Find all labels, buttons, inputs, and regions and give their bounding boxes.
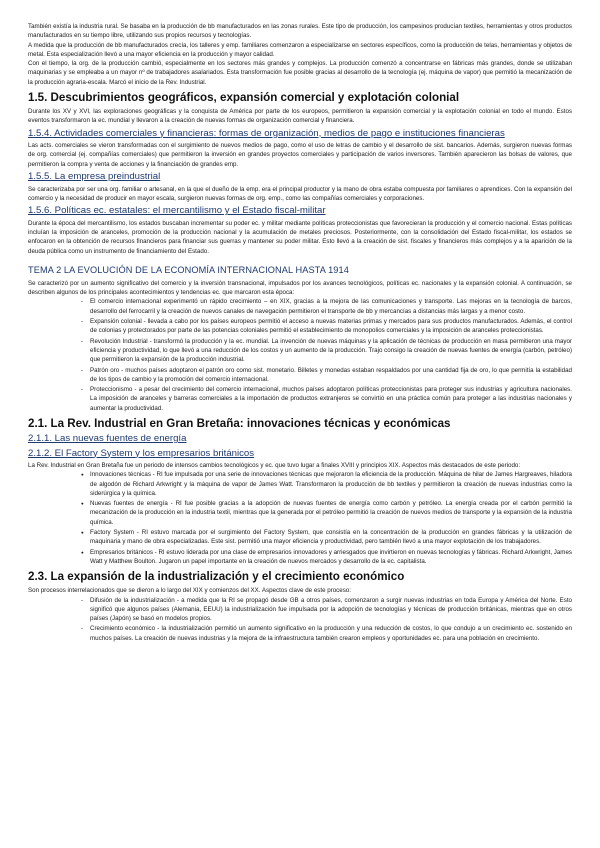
- list-item: ● Factory System - RI estuvo marcada por el surgimiento del Factory System, que consistía en la concentración de la producción en grandes fábricas y la utilización de maquinaria y mano de obra especializadas. Este sist. permitió una mayor eficiencia y productividad, pero también llevó a una mayor explotación de los trabajadores.: [90, 528, 572, 547]
- section-2-3-list: [28, 596, 572, 643]
- list-item: - El comercio internacional experimentó un rápido crecimiento – en XIX, gracias a la mejora de las comunicaciones y transporte. Las mejoras en la tecnología de barcos, desarrollo del ferrocarril y la creación de nuevos canales de navegación permitieron el transporte de bb y mercancías a distancias más largas y a menor costo.: [90, 297, 572, 316]
- tema-2-heading: TEMA 2 LA EVOLUCIÓN DE LA ECONOMÍA INTERNACIONAL HASTA 1914: [28, 264, 349, 275]
- section-1-5-4-heading: 1.5.4. Actividades comerciales y financieras: formas de organización, medios de pago e instituciones financieras: [28, 127, 505, 139]
- list-item: ● Nuevas fuentes de energía - RI fue posible gracias a la adopción de nuevas fuentes de energía como carbón y petróleo. La energía creada por el carbón permitió la mecanización de la producción en la industria textil, mientras que la generada por el petróleo permitió la creación de nuevos medios de transporte y la expansión de la industria química.: [90, 499, 572, 527]
- intro-paragraph-1: También existía la industria rural. Se basaba en la producción de bb manufacturados en las zonas rurales. Este tipo de producción, los campesinos producían textiles, herramientas y otros productos manufacturados en su tiempo libre, utilizando sus propios recursos y tecnologías.: [28, 23, 572, 40]
- intro-paragraph-2: A medida que la producción de bb manufacturados crecía, los talleres y emp. familiares comenzaron a especializarse en sectores específicos, como la producción de telas, herramientas y objetos de metal. Esta especialización llevó a una mayor eficiencia en la producción y mayor calidad.: [28, 41, 572, 58]
- section-1-5-6-text: Durante la época del mercantilismo, los estados buscaban incrementar su poder ec. y militar mediante políticas proteccionistas que favorecieran la producción y el comercio nacional. Estas políticas incluían la imposición de aranceles, promoción de la producción nacional y la acumulación de metales preciosos. Posteriormente, con la consolidación del Estado fiscal-militar, los estados se enfocaron en la obtención de recursos financieros para financiar sus guerras y mantener su poder militar. Esto llevó a la creación de sist. fiscales y financieros más complejos y a la aparición de la deuda pública como un instrumento de financiamiento del Estado.: [28, 219, 572, 255]
- tema-2-intro: Se caracterizó por un aumento significativo del comercio y la inversión transnacional, impulsados por los avances tecnológicos, políticas ec. nacionales y la expansión colonial. A continuación, se describen algunos de los principales acontecimientos y tendencias ec. que marcaron esta época:: [28, 279, 572, 297]
- list-item: - Expansión colonial - llevada a cabo por los países europeos permitió el acceso a nuevas materias primas y mercados para sus productos manufacturados. Además, el control de colonias y protectorados por parte de las potencias coloniales permitió el establecimiento de monopolios comerciales y la imposición de aranceles proteccionistas.: [90, 317, 572, 336]
- section-2-1-2-heading: 2.1.2. El Factory System y los empresarios británicos: [28, 447, 255, 459]
- section-2-1-1-heading: 2.1.1. Las nuevas fuentes de energía: [28, 433, 187, 444]
- list-item: - Difusión de la industrialización - a medida que la RI se propagó desde GB a otros países, comenzaron a surgir nuevas industrias en toda Europa y América del Norte. Esto significó que algunos países (Alemania, EEUU) la industrialización fue impulsada por la adopción de tecnologías y técnicas de producción británicas, mientras que en otros países (Japón) se basó en modelos propios.: [90, 596, 572, 624]
- section-2-3-text: Son procesos interrelacionados que se dieron a lo largo del XIX y comienzos del XX. Aspectos clave de este proceso:: [28, 587, 351, 595]
- tema-2-list: [28, 297, 572, 413]
- section-2-1-text: La Rev. Industrial en Gran Bretaña fue un periodo de intensos cambios tecnológicos y ec. que tuvo lugar a finales XVIII y principios XIX. Aspectos más destacados de este periodo:: [28, 462, 521, 469]
- list-item: - Patrón oro - muchos países adoptaron el patrón oro como sist. monetario. Billetes y monedas estaban respaldados por una cantidad fija de oro, lo que permitía la estabilidad de los tipos de cambio y la promoción del comercio internacional.: [90, 366, 572, 385]
- section-1-5-4-text: Las acts. comerciales se vieron transformadas con el surgimiento de nuevos medios de pago, como el uso de letras de cambio y el desarrollo de sist. bancarios. Además, surgieron nuevas formas de org. comercial (ej. compañías comerciales) que permitieron la inversión en grandes proyectos comerciales y participación de varios inversores. También aparecieron las bolsas de valores, que permitieron la compra y venta de acciones y la financiación de grandes emp.: [28, 142, 572, 168]
- section-2-3-heading: 2.3. La expansión de la industrialización y el crecimiento económico: [28, 570, 405, 584]
- list-item: - Crecimiento económico - la industrialización permitió un aumento significativo en la producción y una reducción de costos, lo que condujo a un crecimiento ec. sostenido en muchos países. La creación de nuevas industrias y la mejora de la infraestructura también crearon empleos y oportunidades ec. para una población en crecimiento.: [90, 624, 572, 643]
- list-item: ● Empresarios británicos - RI estuvo liderada por una clase de empresarios innovadores y arriesgados que invirtieron en nuevas tecnologías y fábricas. Richard Arkwright, James Watt y Matthew Boulton. Jugaron un papel importante en la creación de nuevos mercados y desarrollo de la ec. capitalista.: [90, 548, 572, 567]
- section-1-5-5-text: Se caracterizaba por ser una org. familiar o artesanal, en la que el dueño de la emp. era el principal productor y la mano de obra estaba compuesta por familiares o aprendices. Con la expansión del comercio y la necesidad de producir en mayor escala, surgieron nuevas formas de org. emp., como las compañías comerciales y corporaciones.: [28, 185, 572, 202]
- list-item: ● Innovaciones técnicas - RI fue impulsada por una serie de innovaciones técnicas que mejoraron la eficiencia de la producción. Máquina de hilar de James Hargreaves, hiladora de algodón de Richard Arkwright y la máquina de vapor de James Watt. Transformaron la producción de bb textiles y permitieron la creación de nuevas industrias como la siderúrgica y la química.: [90, 470, 572, 498]
- section-2-1-list: [28, 470, 572, 566]
- section-1-5-5-heading: 1.5.5. La empresa preindustrial: [28, 171, 161, 183]
- section-1-5-heading: 1.5. Descubrimientos geográficos, expansión comercial y explotación colonial: [28, 91, 460, 105]
- intro-paragraph-3: Con el tiempo, la org. de la producción cambió, especialmente en los sectores más grandes y complejos. La producción comenzó a concentrarse en fábricas más grandes, donde se utilizaban maquinarias y se empleaba a un mayor nº de trabajadores asalariados. Esta transformación fue posible gracias al desarrollo de la tecnología (ej. máquina de vapor) que permitió la mecanización de la producción agraria-escala. Marcó el inicio de la Rev. Industrial.: [28, 60, 572, 86]
- section-1-5-6-heading: 1.5.6. Políticas ec. estatales: el mercantilismo y el Estado fiscal-militar: [28, 205, 326, 217]
- section-2-1-heading: 2.1. La Rev. Industrial en Gran Bretaña: innovaciones técnicas y económicas: [28, 417, 451, 430]
- list-item: - Revolución Industrial - transformó la producción y la ec. mundial. La invención de nuevas máquinas y la aplicación de técnicas de producción en masa permitieron una mayor eficiencia y productividad, lo que llevó a una reducción de los costos y un aumento de la producción. Trajo consigo la creación de nuevas fuentes de energía (carbón, petróleo) que permitieron la expansión de la producción industrial.: [90, 337, 572, 365]
- list-item: - Proteccionismo - a pesar del crecimiento del comercio internacional, muchos países adoptaron políticas proteccionistas para proteger sus industrias y agricultura nacionales. La imposición de aranceles y barreras comerciales a la importación de productos extranjeros se convirtió en una práctica común para proteger a las industrias nacionales y aumentar la productividad.: [90, 385, 572, 413]
- section-1-5-text: Durante los XV y XVI, las exploraciones geográficas y la conquista de América por parte de los europeos, permitieron la expansión comercial y la explotación colonial en todo el mundo. Estos eventos transformaron la ec. mundial y llevaron a la creación de nuevas formas de organización comercial y financiera.: [28, 108, 572, 125]
